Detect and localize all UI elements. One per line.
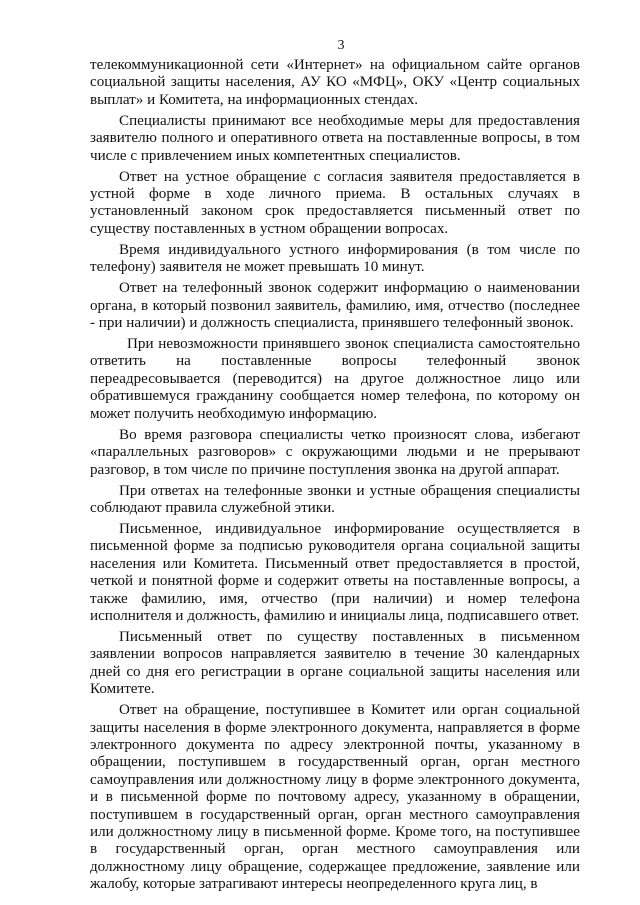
- paragraph-7: Во время разговора специалисты четко произносят слова, избегают «параллельных разговоров» с окружающими людьми и не прерывают разговор, в том числе по причине поступления звонка на другой аппарат.: [90, 426, 580, 478]
- paragraph-6: При невозможности принявшего звонок специалиста самостоятельно ответить на поставленные вопросы телефонный звонок переадресовывается (переводится) на другое должностное лицо или обратившемуся гражданину сообщается номер телефона, по которому он может получить необходимую информацию.: [90, 336, 580, 422]
- paragraph-8: При ответах на телефонные звонки и устные обращения специалисты соблюдают правила служебной этики.: [90, 482, 580, 516]
- document-page: [90, 38, 580, 897]
- paragraph-1: телекоммуникационной сети «Интернет» на официальном сайте органов социальной защиты населения, АУ КО «МФЦ», ОКУ «Центр социальных выплат» и Комитета, на информационных стендах.: [90, 57, 580, 108]
- paragraph-5: Ответ на телефонный звонок содержит информацию о наименовании органа, в который позвонил заявитель, фамилию, имя, отчество (последнее - при наличии) и должность специалиста, принявшего телефонный звонок.: [90, 280, 580, 332]
- paragraph-3: Ответ на устное обращение с согласия заявителя предоставляется в устной форме в ходе личного приема. В остальных случаях в установленный законом срок предоставляется письменный ответ по существу поставленных в устном обращении вопросах.: [90, 168, 580, 237]
- page-number: 3: [337, 38, 345, 53]
- paragraph-2: Специалисты принимают все необходимые меры для предоставления заявителю полного и оперативного ответа на поставленные вопросы, в том числе с привлечением иных компетентных специалистов.: [90, 112, 580, 164]
- paragraph-4: Время индивидуального устного информирования (в том числе по телефону) заявителя не может превышать 10 минут.: [90, 241, 580, 276]
- paragraph-10: Письменный ответ по существу поставленных в письменном заявлении вопросов направляется заявителю в течение 30 календарных дней со дня его регистрации в органе социальной защиты населения или Комитете.: [90, 628, 580, 698]
- paragraph-9: Письменное, индивидуальное информирование осуществляется в письменной форме за подписью руководителя органа социальной защиты населения или Комитета. Письменный ответ предоставляется в простой, четкой и понятной форме и содержит ответы на поставленные вопросы, а также фамилию, имя, отчество (при наличии) и номер телефона исполнителя и должность, фамилию и инициалы лица, подписавшего ответ.: [90, 520, 580, 624]
- paragraph-11: Ответ на обращение, поступившее в Комитет или орган социальной защиты населения в форме электронного документа, направляется в форме электронного документа по адресу электронной почты, указанному в обращении, поступившем в государственный орган, орган местного самоуправления или должностному лицу в форме электронного документа, и в письменной форме по почтовому адресу, указанному в обращении, поступившем в государственный орган, орган местного самоуправления или должностному лицу в письменной форме. Кроме того, на поступившее в государственный орган, орган местного самоуправления или должностному лицу обращение, содержащее предложение, заявление или жалобу, которые затрагивают интересы неопределенного круга лиц, в: [90, 702, 580, 893]
- document-body: [90, 57, 580, 894]
